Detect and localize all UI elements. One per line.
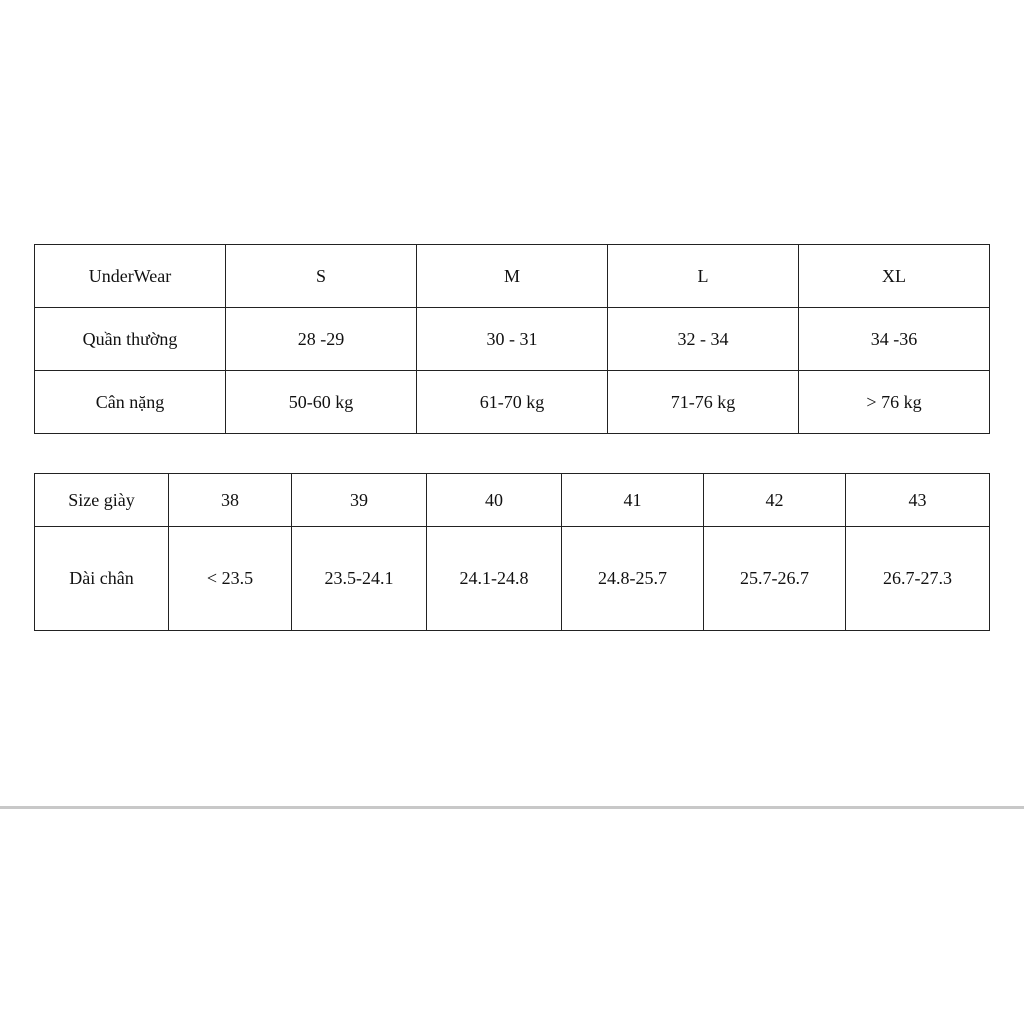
underwear-header-cell: M	[417, 245, 608, 308]
shoe-size-cell: 40	[427, 474, 562, 527]
foot-length-cell: 25.7-26.7	[704, 527, 846, 631]
shoe-size-cell: 39	[292, 474, 427, 527]
table-cell: 34 -36	[799, 308, 990, 371]
shoe-size-row	[35, 474, 990, 527]
underwear-header-cell: L	[608, 245, 799, 308]
table-cell: 71-76 kg	[608, 371, 799, 434]
table-cell: 28 -29	[226, 308, 417, 371]
underwear-header-cell: S	[226, 245, 417, 308]
table-cell: 30 - 31	[417, 308, 608, 371]
underwear-header-cell: UnderWear	[35, 245, 226, 308]
shoe-size-cell: 38	[169, 474, 292, 527]
foot-length-cell: 26.7-27.3	[846, 527, 990, 631]
underwear-size-table	[34, 244, 990, 434]
row-label-cell: Dài chân	[35, 527, 169, 631]
horizontal-divider	[0, 806, 1024, 809]
table-cell: > 76 kg	[799, 371, 990, 434]
foot-length-row	[35, 527, 990, 631]
underwear-weight-row	[35, 371, 990, 434]
row-label-cell: Size giày	[35, 474, 169, 527]
underwear-header-row	[35, 245, 990, 308]
foot-length-cell: 24.1-24.8	[427, 527, 562, 631]
foot-length-cell: 24.8-25.7	[562, 527, 704, 631]
table-cell: 61-70 kg	[417, 371, 608, 434]
row-label-cell: Cân nặng	[35, 371, 226, 434]
row-label-cell: Quần thường	[35, 308, 226, 371]
table-cell: 32 - 34	[608, 308, 799, 371]
table-cell: 50-60 kg	[226, 371, 417, 434]
shoe-size-cell: 42	[704, 474, 846, 527]
foot-length-cell: < 23.5	[169, 527, 292, 631]
foot-length-cell: 23.5-24.1	[292, 527, 427, 631]
shoe-size-cell: 41	[562, 474, 704, 527]
underwear-pants-row	[35, 308, 990, 371]
shoe-size-table	[34, 473, 990, 631]
shoe-size-cell: 43	[846, 474, 990, 527]
underwear-header-cell: XL	[799, 245, 990, 308]
